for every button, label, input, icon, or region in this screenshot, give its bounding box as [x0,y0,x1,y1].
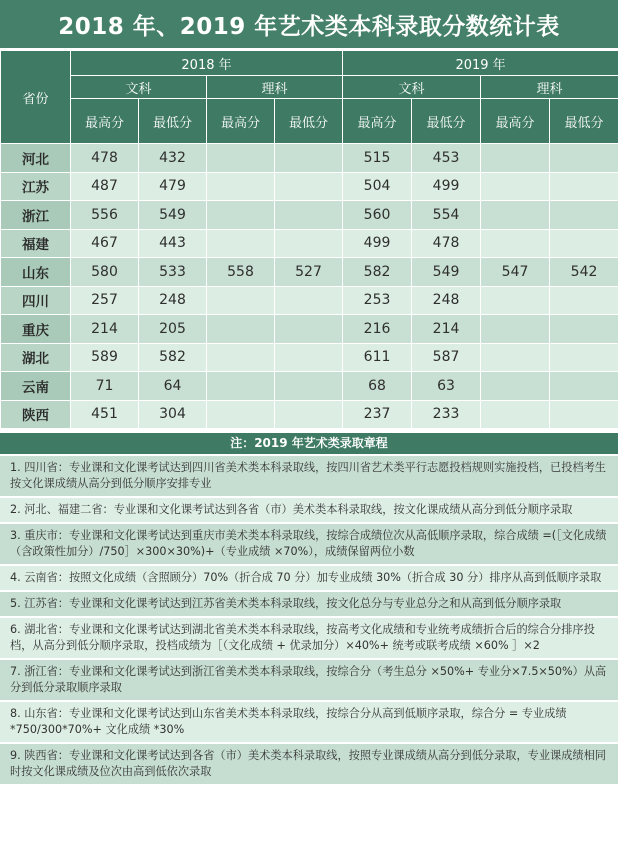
score-cell: 478 [412,229,481,258]
table-row [1,144,618,173]
score-cell [550,315,618,344]
score-cell: 214 [71,315,139,344]
score-cell: 582 [343,258,412,287]
score-cell [550,229,618,258]
score-cell [275,400,343,429]
score-cell [207,286,275,315]
header-year-2019: 2019 年 [343,51,618,76]
score-cell: 248 [412,286,481,315]
score-cell [481,400,550,429]
header-province: 省份 [1,51,71,144]
score-cell: 248 [139,286,207,315]
score-cell: 451 [71,400,139,429]
province-cell: 陕西 [1,400,71,429]
score-cell [481,315,550,344]
score-cell: 589 [71,343,139,372]
header-2019-like: 理科 [481,76,618,99]
note-item: 3. 重庆市：专业课和文化课考试达到重庆市美术类本科录取线，按综合成绩位次从高低顺序录取，综合成绩 =(［文化成绩（含政策性加分）/750］×300×30%)+（专业成绩 ×70%），成绩保留两位小数 [0,524,618,566]
header-max: 最高分 [343,99,412,144]
province-cell: 福建 [1,229,71,258]
header-year-2018: 2018 年 [71,51,343,76]
score-cell: 533 [139,258,207,287]
score-cell [550,286,618,315]
score-cell: 304 [139,400,207,429]
table-row [1,258,618,287]
score-cell: 499 [343,229,412,258]
score-cell: 499 [412,172,481,201]
score-cell: 611 [343,343,412,372]
score-cell: 558 [207,258,275,287]
score-cell [275,286,343,315]
note-item: 5. 江苏省：专业课和文化课考试达到江苏省美术类本科录取线，按文化总分与专业总分之和从高到低分顺序录取 [0,592,618,618]
score-cell [550,372,618,401]
score-cell [207,229,275,258]
table-row [1,400,618,429]
header-2018-like: 理科 [207,76,343,99]
score-cell: 479 [139,172,207,201]
table-row [1,372,618,401]
score-cell: 487 [71,172,139,201]
score-cell [275,201,343,230]
score-cell [481,286,550,315]
score-cell [207,315,275,344]
score-cell [207,343,275,372]
score-cell: 467 [71,229,139,258]
score-cell [275,172,343,201]
note-item: 8. 山东省：专业课和文化课考试达到山东省美术类本科录取线，按综合分从高到低顺序录取，综合分 = 专业成绩*750/300*70%+ 文化成绩 *30% [0,702,618,744]
score-cell: 453 [412,144,481,173]
province-cell: 湖北 [1,343,71,372]
header-min: 最低分 [275,99,343,144]
score-cell [275,229,343,258]
score-cell: 205 [139,315,207,344]
score-cell: 443 [139,229,207,258]
notes-title: 注：2019 年艺术类录取章程 [0,433,618,456]
score-cell [275,315,343,344]
province-cell: 重庆 [1,315,71,344]
score-cell: 214 [412,315,481,344]
province-cell: 江苏 [1,172,71,201]
score-cell [481,144,550,173]
header-min: 最低分 [412,99,481,144]
note-item: 2. 河北、福建二省：专业课和文化课考试达到各省（市）美术类本科录取线，按文化课成绩从高分到低分顺序录取 [0,498,618,524]
score-cell [550,144,618,173]
score-cell [481,343,550,372]
score-cell [481,372,550,401]
score-cell: 515 [343,144,412,173]
header-max: 最高分 [481,99,550,144]
table-row [1,315,618,344]
table-row [1,172,618,201]
score-cell: 542 [550,258,618,287]
score-cell [481,201,550,230]
province-cell: 山东 [1,258,71,287]
score-cell: 549 [412,258,481,287]
score-cell: 63 [412,372,481,401]
score-cell: 527 [275,258,343,287]
table-row [1,343,618,372]
score-cell [207,372,275,401]
note-item: 1. 四川省：专业课和文化课考试达到四川省美术类本科录取线，按四川省艺术类平行志愿投档规则实施投档，已投档考生按文化课成绩从高分到低分顺序安排专业 [0,456,618,498]
score-cell: 587 [412,343,481,372]
score-cell [275,372,343,401]
score-cell [550,400,618,429]
score-cell [207,201,275,230]
score-cell: 432 [139,144,207,173]
notes-section [0,433,618,786]
score-cell [481,229,550,258]
header-max: 最高分 [207,99,275,144]
score-cell: 504 [343,172,412,201]
score-cell: 216 [343,315,412,344]
header-min: 最低分 [550,99,618,144]
score-cell [550,201,618,230]
score-cell [550,172,618,201]
score-cell: 64 [139,372,207,401]
header-min: 最低分 [139,99,207,144]
score-cell: 549 [139,201,207,230]
score-cell: 556 [71,201,139,230]
page-title: 2018 年、2019 年艺术类本科录取分数统计表 [0,0,618,48]
note-item: 9. 陕西省：专业课和文化课考试达到各省（市）美术类本科录取线，按照专业课成绩从高分到低分录取，专业课成绩相同时按文化课成绩及位次由高到低依次录取 [0,744,618,786]
score-cell [550,343,618,372]
score-cell [275,144,343,173]
score-table [0,50,618,429]
header-2019-wenke: 文科 [343,76,481,99]
header-max: 最高分 [71,99,139,144]
score-cell: 253 [343,286,412,315]
note-item: 7. 浙江省：专业课和文化课考试达到浙江省美术类本科录取线，按综合分（考生总分 ×50%+ 专业分×7.5×50%）从高分到低分录取顺序录取 [0,660,618,702]
score-cell: 478 [71,144,139,173]
table-row [1,229,618,258]
score-cell: 233 [412,400,481,429]
score-cell: 554 [412,201,481,230]
score-cell [207,400,275,429]
score-cell: 257 [71,286,139,315]
score-cell: 580 [71,258,139,287]
note-item: 6. 湖北省：专业课和文化课考试达到湖北省美术类本科录取线，按高考文化成绩和专业统考成绩折合后的综合分排序投档，从高分到低分顺序录取，投档成绩为［（文化成绩 + 优录加分）×40%+ 统考或联考成绩 ×60% ］×2 [0,618,618,660]
province-cell: 浙江 [1,201,71,230]
score-cell: 68 [343,372,412,401]
header-2018-wenke: 文科 [71,76,207,99]
score-cell: 560 [343,201,412,230]
table-row [1,201,618,230]
note-item: 4. 云南省：按照文化成绩（含照顾分）70%（折合成 70 分）加专业成绩 30%（折合成 30 分）排序从高到低顺序录取 [0,566,618,592]
province-cell: 四川 [1,286,71,315]
score-cell [207,172,275,201]
province-cell: 河北 [1,144,71,173]
score-cell: 547 [481,258,550,287]
score-cell [481,172,550,201]
score-cell: 71 [71,372,139,401]
score-cell [275,343,343,372]
table-row [1,286,618,315]
score-cell: 582 [139,343,207,372]
score-cell [207,144,275,173]
province-cell: 云南 [1,372,71,401]
score-cell: 237 [343,400,412,429]
